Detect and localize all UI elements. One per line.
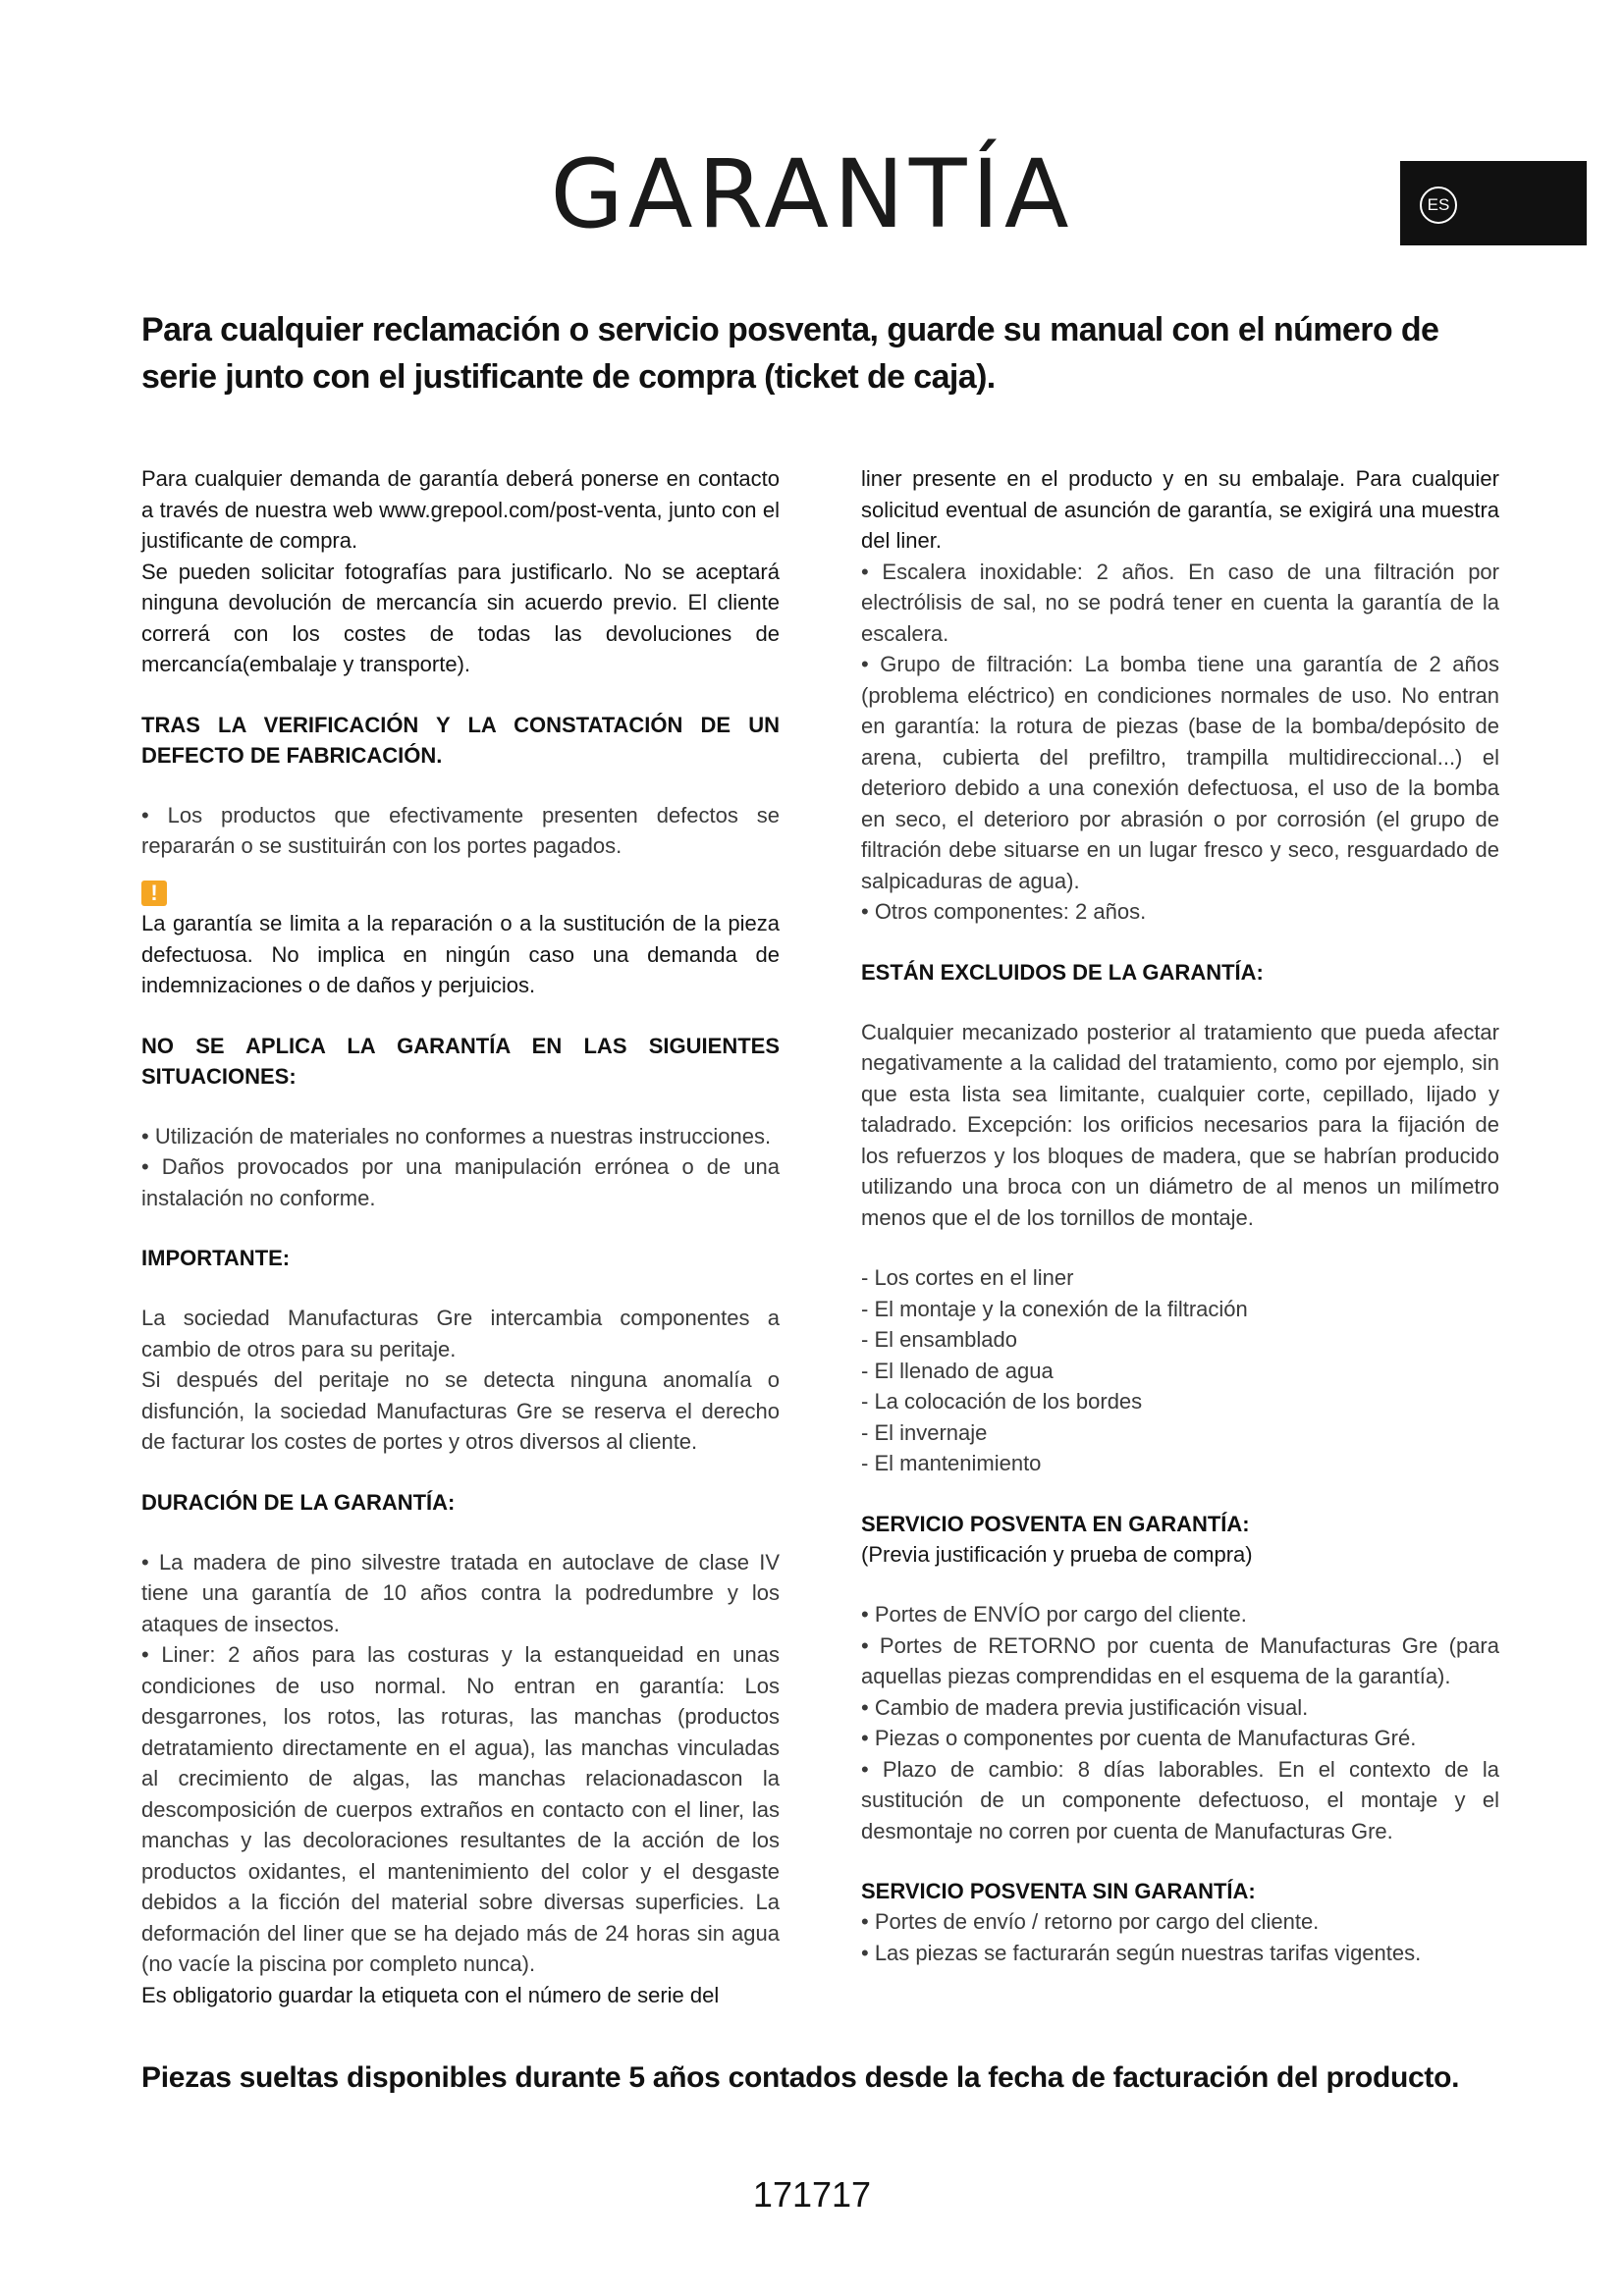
excluded-list-item: - El mantenimiento — [861, 1451, 1042, 1475]
wood-exchange-item: • Cambio de madera previa justificación visual. — [861, 1694, 1309, 1720]
excluded-list-item: - Los cortes en el liner — [861, 1265, 1074, 1290]
important-heading: IMPORTANTE: — [141, 1246, 291, 1270]
defective-products-item: • Los productos que efectivamente presenten defectos se repararán o se sustituirán con los portes pagados. — [141, 802, 780, 858]
intro-notice: Para cualquier reclamación o servicio posventa, guarde su manual con el número de serie junto con el justificante de compra (ticket de caja). — [141, 311, 1439, 396]
no-warranty-service-heading: SERVICIO POSVENTA SIN GARANTÍA: — [861, 1879, 1256, 1903]
warranty-service-subheading: (Previa justificación y prueba de compra) — [861, 1541, 1253, 1567]
wrong-handling-item: • Daños provocados por una manipulación errónea o de una instalación no conforme. — [141, 1154, 780, 1210]
ladder-warranty-item: • Escalera inoxidable: 2 años. En caso de una filtración por electrólisis de sal, no se podrá tener en cuenta la garantía de la escalera. — [861, 559, 1499, 646]
warranty-service-heading: SERVICIO POSVENTA EN GARANTÍA: — [861, 1511, 1250, 1536]
excluded-list-item: - La colocación de los bordes — [861, 1389, 1143, 1414]
contact-paragraph: Para cualquier demanda de garantía deberá ponerse en contacto a través de nuestra web www.grepool.com/post-venta, junto con el justificante de compra. — [141, 466, 780, 553]
liner-sample-paragraph: liner presente en el producto y en su embalaje. Para cualquier solicitud eventual de asunción de garantía, se exigirá una muestra del liner. — [861, 466, 1499, 553]
shipping-cost-item: • Portes de ENVÍO por cargo del cliente. — [861, 1602, 1247, 1627]
excluded-list-item: - El invernaje — [861, 1419, 988, 1445]
left-column — [141, 463, 780, 2010]
excluded-list-item: - El ensamblado — [861, 1327, 1017, 1352]
expertise-paragraph: Si después del peritaje no se detecta ninguna anomalía o disfunción, la sociedad Manufacturas Gre se reserva el derecho de facturar los costes de portes y otros diversos al cliente. — [141, 1367, 780, 1454]
return-cost-item: • Portes de RETORNO por cuenta de Manufacturas Gre (para aquellas piezas comprendidas en el esquema de la garantía). — [861, 1632, 1499, 1688]
language-code-badge: ES — [1420, 187, 1457, 224]
machining-paragraph: Cualquier mecanizado posterior al tratamiento que pueda afectar negativamente a la calidad del tratamiento, como por ejemplo, sin que esta lista sea limitante, cualquier corte, cepillado, lijado y taladrado. Excepción: los orificios necesarios para la fijación de los refuerzos y los bloques de madera, que se habrían producido utilizando una broca con un diámetro de al menos un milímetro menos que el de los tornillos de montaje. — [861, 1019, 1499, 1230]
photos-paragraph: Se pueden solicitar fotografías para justificarlo. No se aceptará ninguna devolución de mercancía sin acuerdo previo. El cliente correrá con los costes de todas las devoluciones de mercancía(embalaje y transporte). — [141, 559, 780, 676]
parts-cost-item: • Piezas o componentes por cuenta de Manufacturas Gré. — [861, 1726, 1417, 1750]
excluded-list-item: - El llenado de agua — [861, 1358, 1054, 1383]
liner-warranty-item: • Liner: 2 años para las costuras y la estanqueidad en unas condiciones de uso normal. No entran en garantía: Los desgarrones, los rotos, las roturas, las manchas (productos detratamiento directamente en el agua), las manchas vinculadas al crecimiento de algas, las manchas relacionadascon la descomposición de cuerpos extraños en contacto con el liner, las manchas y las decoloraciones resultantes de la acción de los productos oxidantes, el mantenimiento del color y el desgaste debidos a la ficción del material sobre diversas superficies. La deformación del liner que se ha dejado más de 24 horas sin agua (no vacíe la piscina por completo nunca). — [141, 1642, 780, 1976]
exchange-period-item: • Plazo de cambio: 8 días laborables. En el contexto de la sustitución de un componente defectuoso, el montaje y el desmontaje no corren por cuenta de Manufacturas Gre. — [861, 1756, 1499, 1843]
excluded-list-item: - El montaje y la conexión de la filtración — [861, 1296, 1248, 1321]
warning-icon: ! — [141, 881, 167, 906]
spare-parts-notice: Piezas sueltas disponibles durante 5 años contados desde la fecha de facturación del producto. — [141, 2061, 1460, 2094]
verification-heading: TRAS LA VERIFICACIÓN Y LA CONSTATACIÓN DE UN DEFECTO DE FABRICACIÓN. — [141, 712, 780, 768]
not-applicable-heading: NO SE APLICA LA GARANTÍA EN LAS SIGUIENTES SITUACIONES: — [141, 1033, 780, 1089]
right-column — [861, 463, 1499, 1968]
excluded-heading: ESTÁN EXCLUIDOS DE LA GARANTÍA: — [861, 959, 1264, 985]
page-number: 171717 — [752, 2174, 872, 2215]
wood-warranty-item: • La madera de pino silvestre tratada en autoclave de clase IV tiene una garantía de 10 años contra la podredumbre y los ataques de insectos. — [141, 1549, 780, 1636]
exchange-paragraph: La sociedad Manufacturas Gre intercambia componentes a cambio de otros para su peritaje. — [141, 1306, 780, 1362]
language-tab — [1400, 161, 1587, 245]
warranty-limit-paragraph: La garantía se limita a la reparación o a la sustitución de la pieza defectuosa. No implica en ningún caso una demanda de indemnizaciones o de daños y perjuicios. — [141, 911, 780, 997]
serial-label-paragraph: Es obligatorio guardar la etiqueta con el número de serie del — [141, 1982, 720, 2007]
page-title: GARANTÍA — [550, 139, 1074, 249]
no-warranty-shipping-item: • Portes de envío / retorno por cargo del cliente. — [861, 1909, 1320, 1934]
filter-warranty-item: • Grupo de filtración: La bomba tiene una garantía de 2 años (problema eléctrico) en condiciones normales de uso. No entran en garantía: la rotura de piezas (base de la bomba/depósito de arena, cubierta del prefiltro, trampilla multidireccional...) el deterioro debido a una conexión defectuosa, el uso de la bomba en seco, el deterioro por abrasión o por corrosión (el grupo de filtración debe situarse en un lugar fresco y seco, resguardado de salpicaduras de agua). — [861, 652, 1499, 893]
other-components-item: • Otros componentes: 2 años. — [861, 899, 1147, 924]
billing-rates-item: • Las piezas se facturarán según nuestras tarifas vigentes. — [861, 1940, 1422, 1965]
nonconforming-materials-item: • Utilización de materiales no conformes a nuestras instrucciones. — [141, 1123, 772, 1148]
warranty-duration-heading: DURACIÓN DE LA GARANTÍA: — [141, 1489, 456, 1515]
